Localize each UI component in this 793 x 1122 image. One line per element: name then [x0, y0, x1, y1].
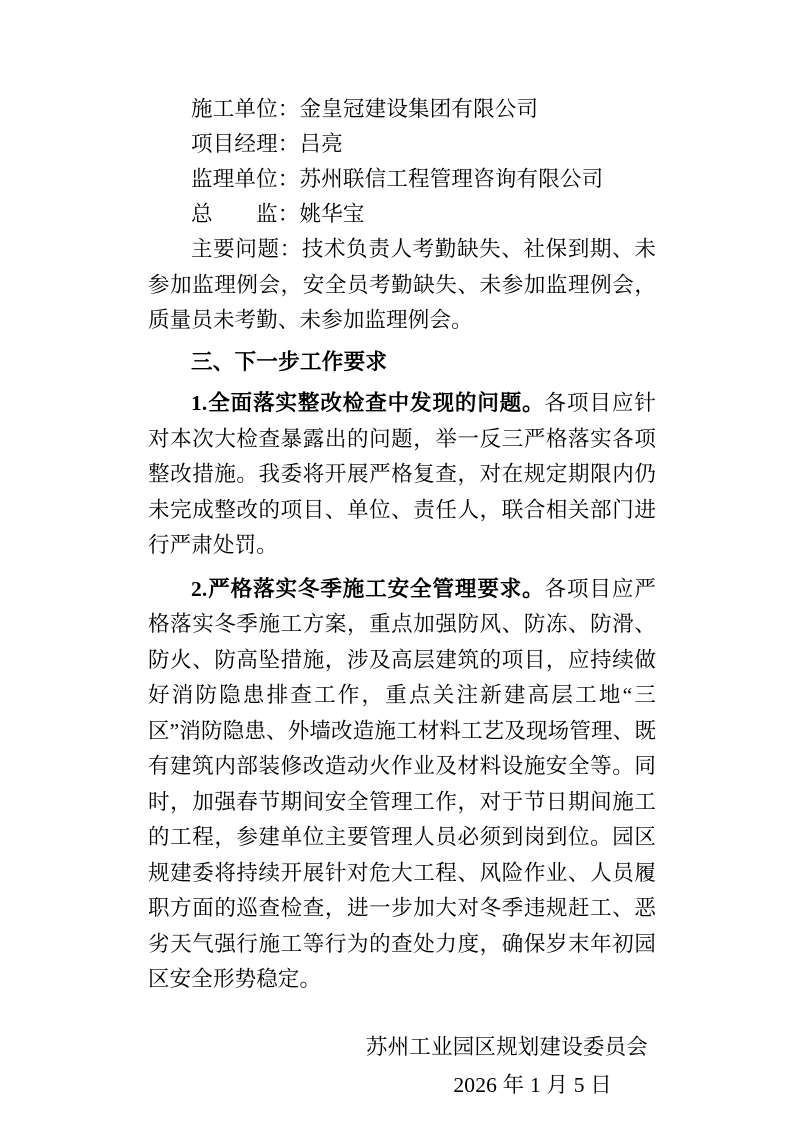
section-heading-next-steps: 三、下一步工作要求	[191, 349, 388, 374]
main-issue-paragraph: 主要问题：技术负责人考勤缺失、社保到期、未参加监理例会，安全员考勤缺失、未参加监理例会，质量员未考勤、未参加监理例会。	[148, 237, 656, 332]
info-value-supervision-unit: 苏州联信工程管理咨询有限公司	[299, 167, 604, 191]
requirement-item-2-number: 2.	[191, 576, 208, 601]
spacer	[148, 998, 656, 1028]
signature-block	[148, 1028, 656, 1104]
info-label-supervision-unit: 监理单位：	[191, 167, 300, 191]
info-value-project-manager: 吕亮	[299, 132, 343, 156]
requirement-item-1-body: 各项目应针对本次大检查暴露出的问题，举一反三严格落实各项整改措施。我委将开展严格复查，对在规定期限内仍未完成整改的项目、单位、责任人，联合相关部门进行严肃处罚。	[148, 391, 656, 557]
requirement-item-2-title: 严格落实冬季施工安全管理要求。	[207, 576, 545, 601]
info-label-project-manager: 项目经理：	[191, 132, 300, 156]
requirement-item-2	[148, 572, 656, 998]
info-value-construction-unit: 金皇冠建设集团有限公司	[299, 97, 539, 121]
signature-organization: 苏州工业园区规划建设委员会	[365, 1034, 648, 1059]
info-value-chief-supervisor: 姚华宝	[299, 202, 365, 226]
signature-date: 2026 年 1 月 5 日	[453, 1072, 612, 1097]
info-line-construction-unit	[148, 92, 656, 127]
requirement-item-2-body: 各项目应严格落实冬季施工方案，重点加强防风、防冻、防滑、防火、防高坠措施，涉及高层建筑的项目，应持续做好消防隐患排查工作，重点关注新建高层工地“三区”消防隐患、外墙改造施工材料工艺及现场管理、既有建筑内部装修改造动火作业及材料设施安全等。同时，加强春节期间安全管理工作，对于节日期间施工的工程，参建单位主要管理人员必须到岗到位。园区规建委将持续开展针对危大工程、风险作业、人员履职方面的巡查检查，进一步加大对冬季违规赶工、恶劣天气强行施工等行为的查处力度，确保岁末年初园区安全形势稳定。	[148, 576, 656, 991]
requirement-item-1	[148, 386, 656, 564]
info-line-chief-supervisor	[148, 197, 656, 232]
info-label-construction-unit: 施工单位：	[191, 97, 300, 121]
info-line-supervision-unit	[148, 162, 656, 197]
requirement-item-1-number: 1.	[191, 391, 208, 415]
info-label-chief-supervisor: 总 监：	[191, 202, 300, 226]
spacer	[148, 564, 656, 572]
requirement-item-1-title: 全面落实整改检查中发现的问题。	[207, 391, 545, 415]
document-body	[148, 92, 656, 1097]
info-line-project-manager	[148, 127, 656, 162]
